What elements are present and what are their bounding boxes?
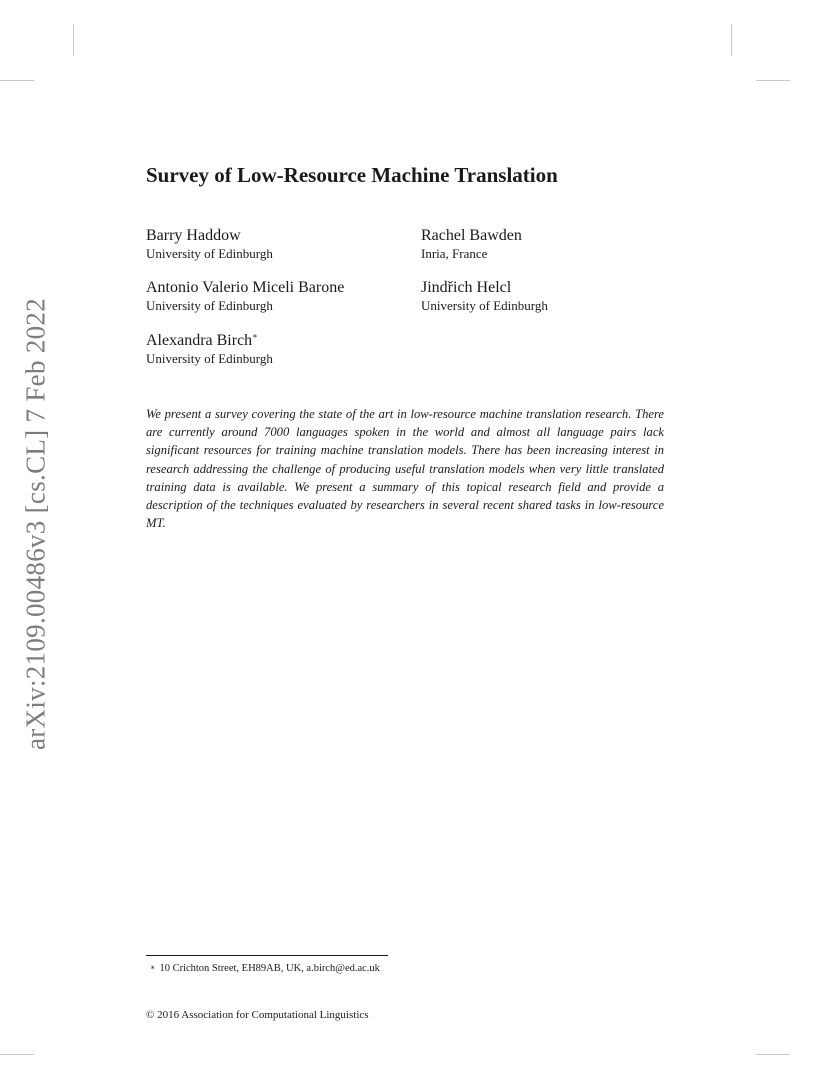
- crop-mark-left-top: [0, 80, 34, 81]
- footnote-marker: ∗: [252, 331, 258, 341]
- footnote-text: 10 Crichton Street, EH89AB, UK, a.birch@ed.ac.uk: [159, 963, 380, 974]
- author-affiliation: University of Edinburgh: [146, 351, 273, 366]
- author-name-line: [146, 331, 273, 350]
- copyright-notice: © 2016 Association for Computational Linguistics: [146, 1009, 369, 1021]
- author-name: Rachel Bawden: [421, 227, 522, 244]
- author-name: Alexandra Birch: [146, 332, 253, 349]
- crop-mark-right-top: [756, 80, 790, 81]
- footnote: [150, 961, 380, 975]
- arxiv-identifier-stamp: arXiv:2109.00486v3 [cs.CL] 7 Feb 2022: [20, 297, 51, 751]
- author-affiliation: Inria, France: [421, 246, 488, 261]
- author-block: [421, 278, 548, 315]
- author-block: [146, 278, 344, 315]
- footnote-rule: [146, 955, 388, 956]
- footnote-marker: ∗: [150, 963, 156, 972]
- author-block: [146, 331, 273, 368]
- abstract-text: We present a survey covering the state of the art in low-resource machine translation research. There are currently around 7000 languages spoken in the world and almost all language pairs lack significant resources for training machine translation models. There has been increasing interest in research addressing the challenge of producing useful translation models when very little translated training data is available. We present a summary of this topical research field and provide a description of the techniques evaluated by researchers in several recent shared tasks in low-resource MT.: [146, 407, 664, 531]
- paper-title: Survey of Low-Resource Machine Translation: [146, 163, 558, 187]
- author-block: [421, 226, 522, 263]
- crop-mark-right-bottom: [756, 1054, 790, 1055]
- crop-mark-top-left: [73, 24, 74, 56]
- author-name: Antonio Valerio Miceli Barone: [146, 279, 345, 296]
- author-affiliation: University of Edinburgh: [421, 298, 548, 313]
- crop-mark-left-bottom: [0, 1054, 34, 1055]
- author-block: [146, 226, 273, 263]
- author-name: Barry Haddow: [146, 227, 241, 244]
- author-affiliation: University of Edinburgh: [146, 298, 273, 313]
- author-affiliation: University of Edinburgh: [146, 246, 273, 261]
- author-name: Jindřich Helcl: [421, 279, 512, 296]
- crop-mark-top-right: [731, 24, 732, 56]
